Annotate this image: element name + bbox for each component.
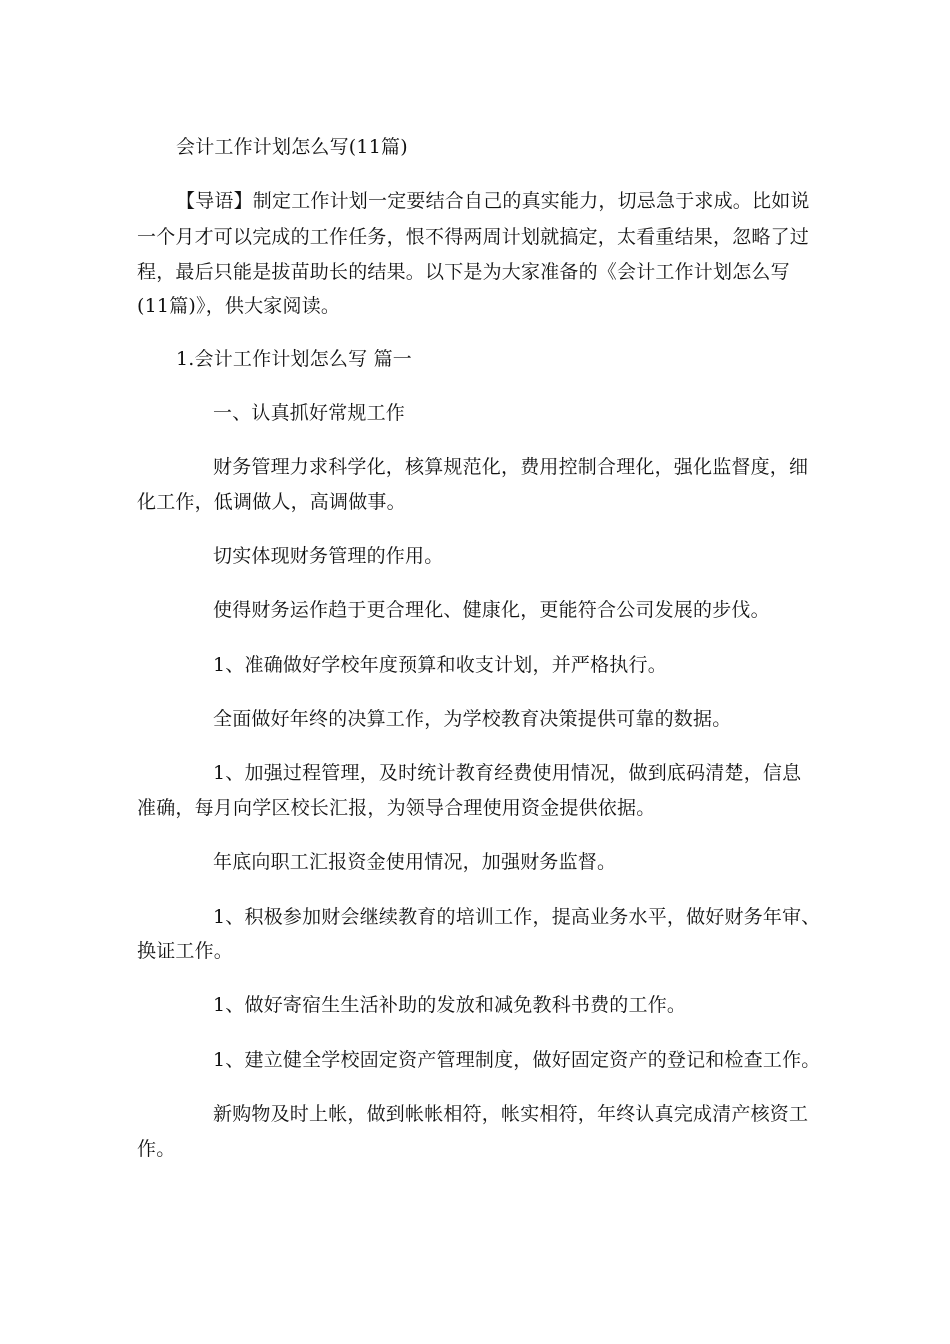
intro-line-4: (11篇)》，供大家阅读。	[137, 295, 341, 317]
paragraph-line: 换证工作。	[137, 940, 234, 962]
paragraph-line: 1、准确做好学校年度预算和收支计划，并严格执行。	[213, 654, 667, 676]
document-title: 会计工作计划怎么写(11篇)	[176, 136, 408, 158]
paragraph-line: 财务管理力求科学化，核算规范化，费用控制合理化，强化监督度，细	[213, 456, 809, 478]
subheading: 一、认真抓好常规工作	[213, 402, 406, 424]
paragraph-line: 1、做好寄宿生生活补助的发放和减免教科书费的工作。	[213, 994, 687, 1016]
intro-line-3: 程，最后只能是拔苗助长的结果。以下是为大家准备的《会计工作计划怎么写	[137, 261, 790, 283]
paragraph-line: 新购物及时上帐，做到帐帐相符，帐实相符，年终认真完成清产核资工	[213, 1103, 809, 1125]
paragraph-line: 准确，每月向学区校长汇报，为领导合理使用资金提供依据。	[137, 797, 656, 819]
intro-line-1: 【导语】制定工作计划一定要结合自己的真实能力，切忌急于求成。比如说	[176, 190, 810, 212]
paragraph-line: 1、加强过程管理，及时统计教育经费使用情况，做到底码清楚，信息	[213, 762, 802, 784]
intro-line-2: 一个月才可以完成的工作任务，恨不得两周计划就搞定，太看重结果，忽略了过	[137, 226, 810, 248]
paragraph-line: 1、建立健全学校固定资产管理制度，做好固定资产的登记和检查工作。	[213, 1049, 821, 1071]
paragraph-line: 年底向职工汇报资金使用情况，加强财务监督。	[213, 851, 617, 873]
paragraph-line: 切实体现财务管理的作用。	[213, 545, 444, 567]
paragraph-line: 1、积极参加财会继续教育的培训工作，提高业务水平，做好财务年审、	[213, 906, 821, 928]
section-heading: 1.会计工作计划怎么写 篇一	[176, 348, 412, 370]
paragraph-line: 化工作，低调做人，高调做事。	[137, 491, 406, 513]
paragraph-line: 全面做好年终的决算工作，为学校教育决策提供可靠的数据。	[213, 708, 732, 730]
paragraph-line: 作。	[137, 1138, 176, 1160]
paragraph-line: 使得财务运作趋于更合理化、健康化，更能符合公司发展的步伐。	[213, 599, 770, 621]
